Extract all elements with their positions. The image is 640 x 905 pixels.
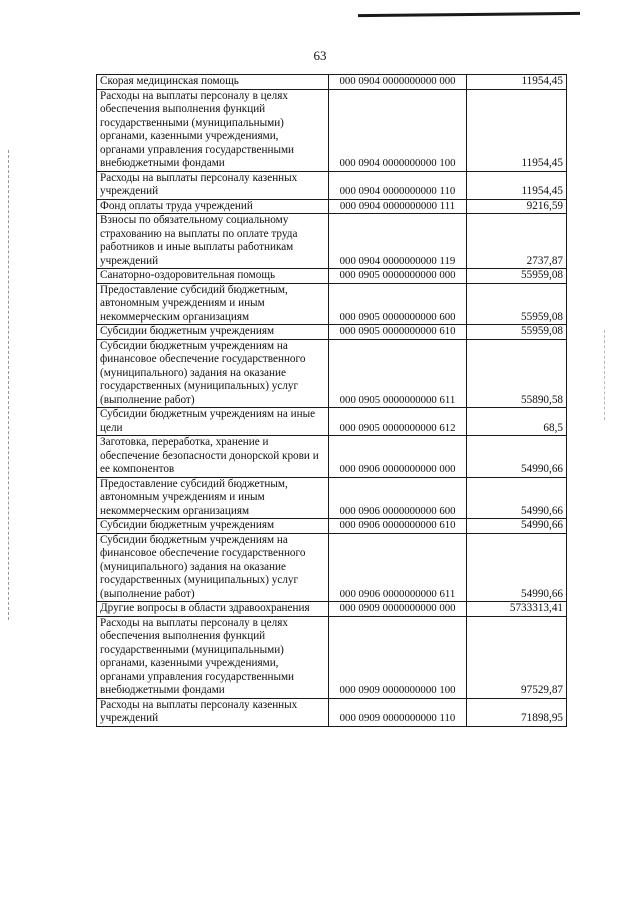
row-code: 000 0906 0000000000 610: [329, 519, 467, 534]
row-code: 000 0904 0000000000 119: [329, 214, 467, 269]
row-code: 000 0905 0000000000 612: [329, 408, 467, 436]
row-name: Санаторно-оздоровительная помощь: [97, 269, 329, 284]
row-name: Предоставление субсидий бюджетным, автономным учреждениям и иным некоммерческим организациям: [97, 477, 329, 519]
row-code: 000 0904 0000000000 110: [329, 171, 467, 199]
table-row: [97, 325, 567, 340]
row-code: 000 0904 0000000000 111: [329, 199, 467, 214]
table-row: [97, 339, 567, 408]
row-code: 000 0905 0000000000 600: [329, 283, 467, 325]
table-row: [97, 269, 567, 284]
row-code: 000 0905 0000000000 611: [329, 339, 467, 408]
row-code: 000 0904 0000000000 100: [329, 89, 467, 171]
row-code: 000 0906 0000000000 600: [329, 477, 467, 519]
table-row: [97, 616, 567, 698]
row-sum: 54990,66: [467, 477, 567, 519]
table-row: [97, 408, 567, 436]
row-code: 000 0906 0000000000 611: [329, 533, 467, 602]
row-sum: 55959,08: [467, 269, 567, 284]
row-name: Расходы на выплаты персоналу в целях обеспечения выполнения функций государственными (муниципальными) органами, казенными учреждениями, органами управления государственными внебюджетными фондами: [97, 616, 329, 698]
row-name: Субсидии бюджетным учреждениям: [97, 325, 329, 340]
row-sum: 11954,45: [467, 171, 567, 199]
row-name: Заготовка, переработка, хранение и обеспечение безопасности донорской крови и ее компонентов: [97, 436, 329, 478]
budget-table: [96, 74, 567, 727]
row-code: 000 0909 0000000000 100: [329, 616, 467, 698]
scan-edge-mark: [604, 330, 606, 420]
row-name: Скорая медицинская помощь: [97, 75, 329, 90]
row-code: 000 0909 0000000000 110: [329, 698, 467, 726]
binding-edge-mark: [8, 150, 11, 620]
row-name: Субсидии бюджетным учреждениям: [97, 519, 329, 534]
row-code: 000 0905 0000000000 610: [329, 325, 467, 340]
row-name: Фонд оплаты труда учреждений: [97, 199, 329, 214]
header-rule: [358, 12, 580, 17]
table-row: [97, 602, 567, 617]
row-sum: 55959,08: [467, 283, 567, 325]
table-row: [97, 436, 567, 478]
table-row: [97, 533, 567, 602]
table-row: [97, 75, 567, 90]
row-code: 000 0905 0000000000 000: [329, 269, 467, 284]
table-row: [97, 519, 567, 534]
table-row: [97, 89, 567, 171]
row-sum: 54990,66: [467, 519, 567, 534]
table-row: [97, 171, 567, 199]
row-name: Взносы по обязательному социальному страхованию на выплаты по оплате труда работников и иные выплаты работникам учреждений: [97, 214, 329, 269]
row-sum: 11954,45: [467, 89, 567, 171]
row-sum: 54990,66: [467, 436, 567, 478]
row-code: 000 0909 0000000000 000: [329, 602, 467, 617]
row-name: Субсидии бюджетным учреждениям на иные цели: [97, 408, 329, 436]
row-name: Субсидии бюджетным учреждениям на финансовое обеспечение государственного (муниципального) задания на оказание государственных (муниципальных) услуг (выполнение работ): [97, 339, 329, 408]
table-row: [97, 199, 567, 214]
row-name: Предоставление субсидий бюджетным, автономным учреждениям и иным некоммерческим организациям: [97, 283, 329, 325]
row-name: Расходы на выплаты персоналу в целях обеспечения выполнения функций государственными (муниципальными) органами, казенными учреждениями, органами управления государственными внебюджетными фондами: [97, 89, 329, 171]
row-code: 000 0904 0000000000 000: [329, 75, 467, 90]
row-name: Расходы на выплаты персоналу казенных учреждений: [97, 698, 329, 726]
row-sum: 9216,59: [467, 199, 567, 214]
row-sum: 71898,95: [467, 698, 567, 726]
row-sum: 55890,58: [467, 339, 567, 408]
row-sum: 2737,87: [467, 214, 567, 269]
row-sum: 54990,66: [467, 533, 567, 602]
row-sum: 97529,87: [467, 616, 567, 698]
row-name: Субсидии бюджетным учреждениям на финансовое обеспечение государственного (муниципального) задания на оказание государственных (муниципальных) услуг (выполнение работ): [97, 533, 329, 602]
table-row: [97, 477, 567, 519]
table-row: [97, 214, 567, 269]
row-sum: 11954,45: [467, 75, 567, 90]
row-sum: 5733313,41: [467, 602, 567, 617]
table-row: [97, 698, 567, 726]
row-sum: 55959,08: [467, 325, 567, 340]
table-row: [97, 283, 567, 325]
row-name: Расходы на выплаты персоналу казенных учреждений: [97, 171, 329, 199]
row-sum: 68,5: [467, 408, 567, 436]
page-number: 63: [313, 48, 327, 63]
row-name: Другие вопросы в области здравоохранения: [97, 602, 329, 617]
row-code: 000 0906 0000000000 000: [329, 436, 467, 478]
